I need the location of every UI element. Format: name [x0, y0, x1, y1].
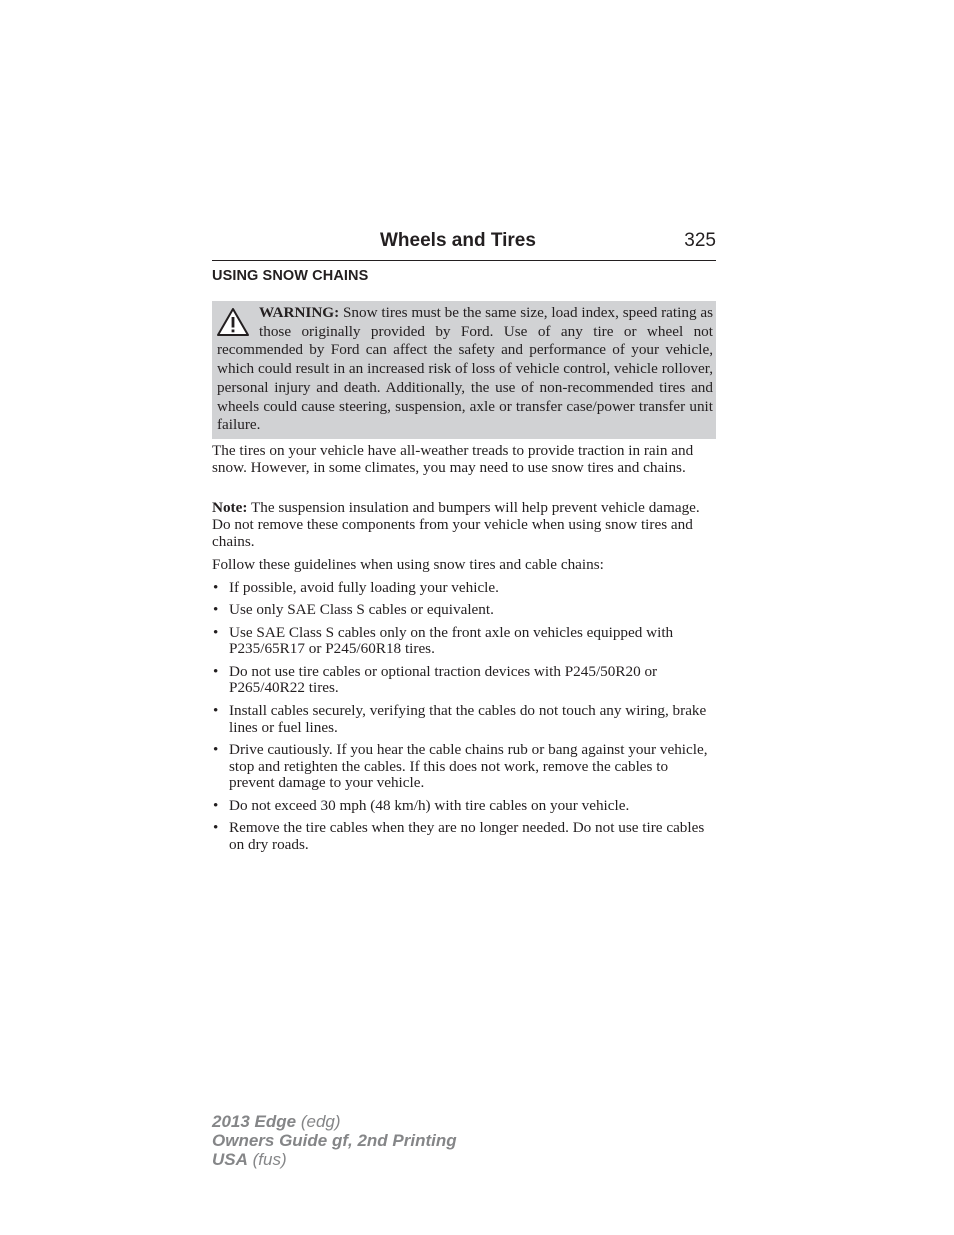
- intro-paragraph: The tires on your vehicle have all-weather treads to provide traction in rain and snow. However, in some climates, you may need to use snow tires and chains.: [212, 442, 694, 476]
- page-header: [212, 229, 716, 261]
- list-item: • If possible, avoid fully loading your vehicle.: [212, 580, 716, 597]
- list-item: • Use only SAE Class S cables or equivalent.: [212, 602, 716, 619]
- note-paragraph: [212, 500, 712, 550]
- warning-body: Snow tires must be the same size, load index, speed rating as those originally provided by Ford. Use of any tire or wheel not recommended by Ford can affect the safety and performance of your vehicle, which could result in an increased risk of loss of vehicle control, vehicle rollover, personal injury and death. Additionally, the use of non-recommended tires and wheels could cause steering, suspension, axle or transfer case/power transfer unit failure.: [217, 304, 713, 434]
- warning-text: [217, 304, 713, 435]
- note-label: Note:: [212, 499, 248, 516]
- list-item: • Remove the tire cables when they are no longer needed. Do not use tire cables on dry roads.: [212, 820, 716, 854]
- page-number: 325: [684, 230, 716, 251]
- footer-model-code: (edg): [296, 1112, 341, 1131]
- note-text: The suspension insulation and bumpers will help prevent vehicle damage. Do not remove these components from your vehicle when using snow tires and chains.: [212, 499, 700, 550]
- list-item: • Do not use tire cables or optional traction devices with P245/50R20 or P265/40R22 tires.: [212, 664, 716, 698]
- footer-line-2: Owners Guide gf, 2nd Printing: [212, 1131, 457, 1150]
- footer-market: USA: [212, 1150, 248, 1169]
- guidelines-intro: Follow these guidelines when using snow tires and cable chains:: [212, 556, 604, 573]
- footer-line-1: [212, 1112, 457, 1131]
- warning-label: WARNING:: [259, 304, 340, 321]
- list-item: • Drive cautiously. If you hear the cable chains rub or bang against your vehicle, stop and retighten the cables. If this does not work, remove the cables to prevent damage to your vehicle.: [212, 742, 716, 792]
- footer-market-code: (fus): [247, 1150, 287, 1169]
- footer-line-3: [212, 1150, 457, 1169]
- list-item: • Use SAE Class S cables only on the front axle on vehicles equipped with P235/65R17 or P245/60R18 tires.: [212, 625, 716, 659]
- guidelines-list: [212, 580, 716, 859]
- footer-model: 2013 Edge: [212, 1112, 297, 1131]
- list-item: • Do not exceed 30 mph (48 km/h) with tire cables on your vehicle.: [212, 798, 716, 815]
- list-item: • Install cables securely, verifying that the cables do not touch any wiring, brake lines or fuel lines.: [212, 703, 716, 737]
- section-heading: USING SNOW CHAINS: [212, 268, 369, 284]
- chapter-title: Wheels and Tires: [380, 230, 536, 251]
- warning-box: [212, 301, 716, 439]
- document-footer: [212, 1112, 457, 1169]
